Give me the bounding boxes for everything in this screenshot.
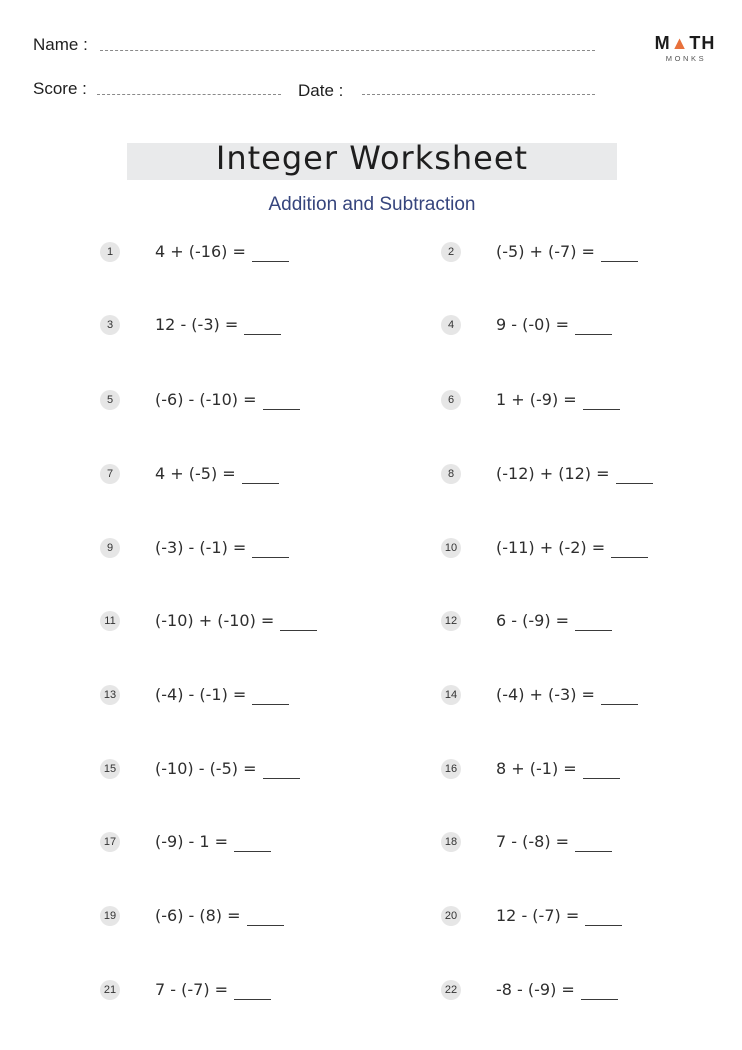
problem-number-badge: 14 bbox=[441, 685, 461, 705]
problem-number-badge: 7 bbox=[100, 464, 120, 484]
answer-blank[interactable] bbox=[252, 540, 289, 558]
problem-expression bbox=[155, 611, 317, 631]
logo-subtext: MONKS bbox=[665, 54, 707, 63]
problem-expression-text: 6 - (-9) = bbox=[496, 611, 570, 630]
score-label: Score : bbox=[33, 79, 87, 98]
problem-expression bbox=[496, 832, 612, 852]
problem-number-badge: 11 bbox=[100, 611, 120, 631]
problem-expression bbox=[496, 906, 622, 926]
problem-expression bbox=[496, 980, 618, 1000]
problem-number-badge: 12 bbox=[441, 611, 461, 631]
answer-blank[interactable] bbox=[252, 687, 289, 705]
page-subtitle: Addition and Subtraction bbox=[268, 194, 476, 215]
problem-number-badge: 18 bbox=[441, 832, 461, 852]
problem-expression bbox=[155, 464, 279, 484]
problem-expression-text: (-4) + (-3) = bbox=[496, 685, 595, 704]
answer-blank[interactable] bbox=[263, 761, 300, 779]
problem-expression bbox=[496, 538, 648, 558]
answer-blank[interactable] bbox=[581, 982, 618, 1000]
math-monks-logo bbox=[652, 33, 718, 63]
problem-number-badge: 10 bbox=[441, 538, 461, 558]
problem-number-badge: 22 bbox=[441, 980, 461, 1000]
problem-number-badge: 15 bbox=[100, 759, 120, 779]
problem-number-badge: 21 bbox=[100, 980, 120, 1000]
problem-number-badge: 16 bbox=[441, 759, 461, 779]
problem-number-badge: 20 bbox=[441, 906, 461, 926]
problem-expression bbox=[155, 906, 284, 926]
answer-blank[interactable] bbox=[601, 687, 638, 705]
answer-blank[interactable] bbox=[601, 244, 638, 262]
problem-expression bbox=[496, 759, 620, 779]
problem-number-badge: 19 bbox=[100, 906, 120, 926]
problem-number-badge: 13 bbox=[100, 685, 120, 705]
problem-number-badge: 1 bbox=[100, 242, 120, 262]
problem-expression bbox=[496, 315, 612, 335]
answer-blank[interactable] bbox=[583, 392, 620, 410]
problem-expression bbox=[155, 315, 281, 335]
triangle-icon: ▲ bbox=[670, 33, 690, 53]
logo-wordmark: M▲TH bbox=[654, 33, 716, 53]
problem-expression-text: (-10) + (-10) = bbox=[155, 611, 275, 630]
problem-expression-text: (-4) - (-1) = bbox=[155, 685, 247, 704]
answer-blank[interactable] bbox=[263, 392, 300, 410]
answer-blank[interactable] bbox=[616, 466, 653, 484]
problem-number-badge: 4 bbox=[441, 315, 461, 335]
problem-expression bbox=[155, 980, 271, 1000]
answer-blank[interactable] bbox=[280, 613, 317, 631]
problem-number-badge: 5 bbox=[100, 390, 120, 410]
problem-expression bbox=[155, 538, 289, 558]
problem-number-badge: 2 bbox=[441, 242, 461, 262]
problem-expression bbox=[155, 242, 289, 262]
problem-expression bbox=[496, 390, 620, 410]
problem-expression-text: 1 + (-9) = bbox=[496, 390, 577, 409]
problem-expression-text: (-3) - (-1) = bbox=[155, 538, 247, 557]
problem-expression bbox=[496, 242, 638, 262]
problem-number-badge: 17 bbox=[100, 832, 120, 852]
problem-expression bbox=[155, 685, 289, 705]
date-input-line[interactable] bbox=[362, 94, 595, 95]
answer-blank[interactable] bbox=[252, 244, 289, 262]
problem-expression-text: (-10) - (-5) = bbox=[155, 759, 257, 778]
problem-number-badge: 6 bbox=[441, 390, 461, 410]
problem-number-badge: 8 bbox=[441, 464, 461, 484]
problem-number-badge: 3 bbox=[100, 315, 120, 335]
problem-expression-text: 7 - (-8) = bbox=[496, 832, 570, 851]
answer-blank[interactable] bbox=[575, 317, 612, 335]
answer-blank[interactable] bbox=[611, 540, 648, 558]
problem-expression-text: (-6) - (-10) = bbox=[155, 390, 257, 409]
problem-expression bbox=[496, 611, 612, 631]
problem-expression-text: 8 + (-1) = bbox=[496, 759, 577, 778]
name-input-line[interactable] bbox=[100, 50, 595, 51]
problem-expression bbox=[496, 464, 653, 484]
answer-blank[interactable] bbox=[242, 466, 279, 484]
answer-blank[interactable] bbox=[234, 834, 271, 852]
problem-expression-text: -8 - (-9) = bbox=[496, 980, 575, 999]
problem-expression-text: (-11) + (-2) = bbox=[496, 538, 606, 557]
problem-expression-text: 9 - (-0) = bbox=[496, 315, 570, 334]
problem-expression-text: (-12) + (12) = bbox=[496, 464, 610, 483]
problem-expression bbox=[496, 685, 638, 705]
problem-expression-text: 7 - (-7) = bbox=[155, 980, 229, 999]
answer-blank[interactable] bbox=[247, 908, 284, 926]
name-label: Name : bbox=[33, 35, 88, 54]
answer-blank[interactable] bbox=[583, 761, 620, 779]
problem-expression-text: (-9) - 1 = bbox=[155, 832, 229, 851]
answer-blank[interactable] bbox=[575, 834, 612, 852]
problem-expression-text: 12 - (-3) = bbox=[155, 315, 239, 334]
problem-expression-text: (-5) + (-7) = bbox=[496, 242, 595, 261]
answer-blank[interactable] bbox=[244, 317, 281, 335]
problem-number-badge: 9 bbox=[100, 538, 120, 558]
problem-expression-text: (-6) - (8) = bbox=[155, 906, 241, 925]
score-input-line[interactable] bbox=[97, 94, 281, 95]
page-title: Integer Worksheet bbox=[215, 139, 529, 177]
answer-blank[interactable] bbox=[575, 613, 612, 631]
problem-expression bbox=[155, 390, 300, 410]
problem-expression-text: 4 + (-16) = bbox=[155, 242, 246, 261]
date-label: Date : bbox=[298, 81, 344, 100]
problem-expression bbox=[155, 832, 271, 852]
problem-expression bbox=[155, 759, 300, 779]
answer-blank[interactable] bbox=[585, 908, 622, 926]
problem-expression-text: 12 - (-7) = bbox=[496, 906, 580, 925]
answer-blank[interactable] bbox=[234, 982, 271, 1000]
problem-expression-text: 4 + (-5) = bbox=[155, 464, 236, 483]
